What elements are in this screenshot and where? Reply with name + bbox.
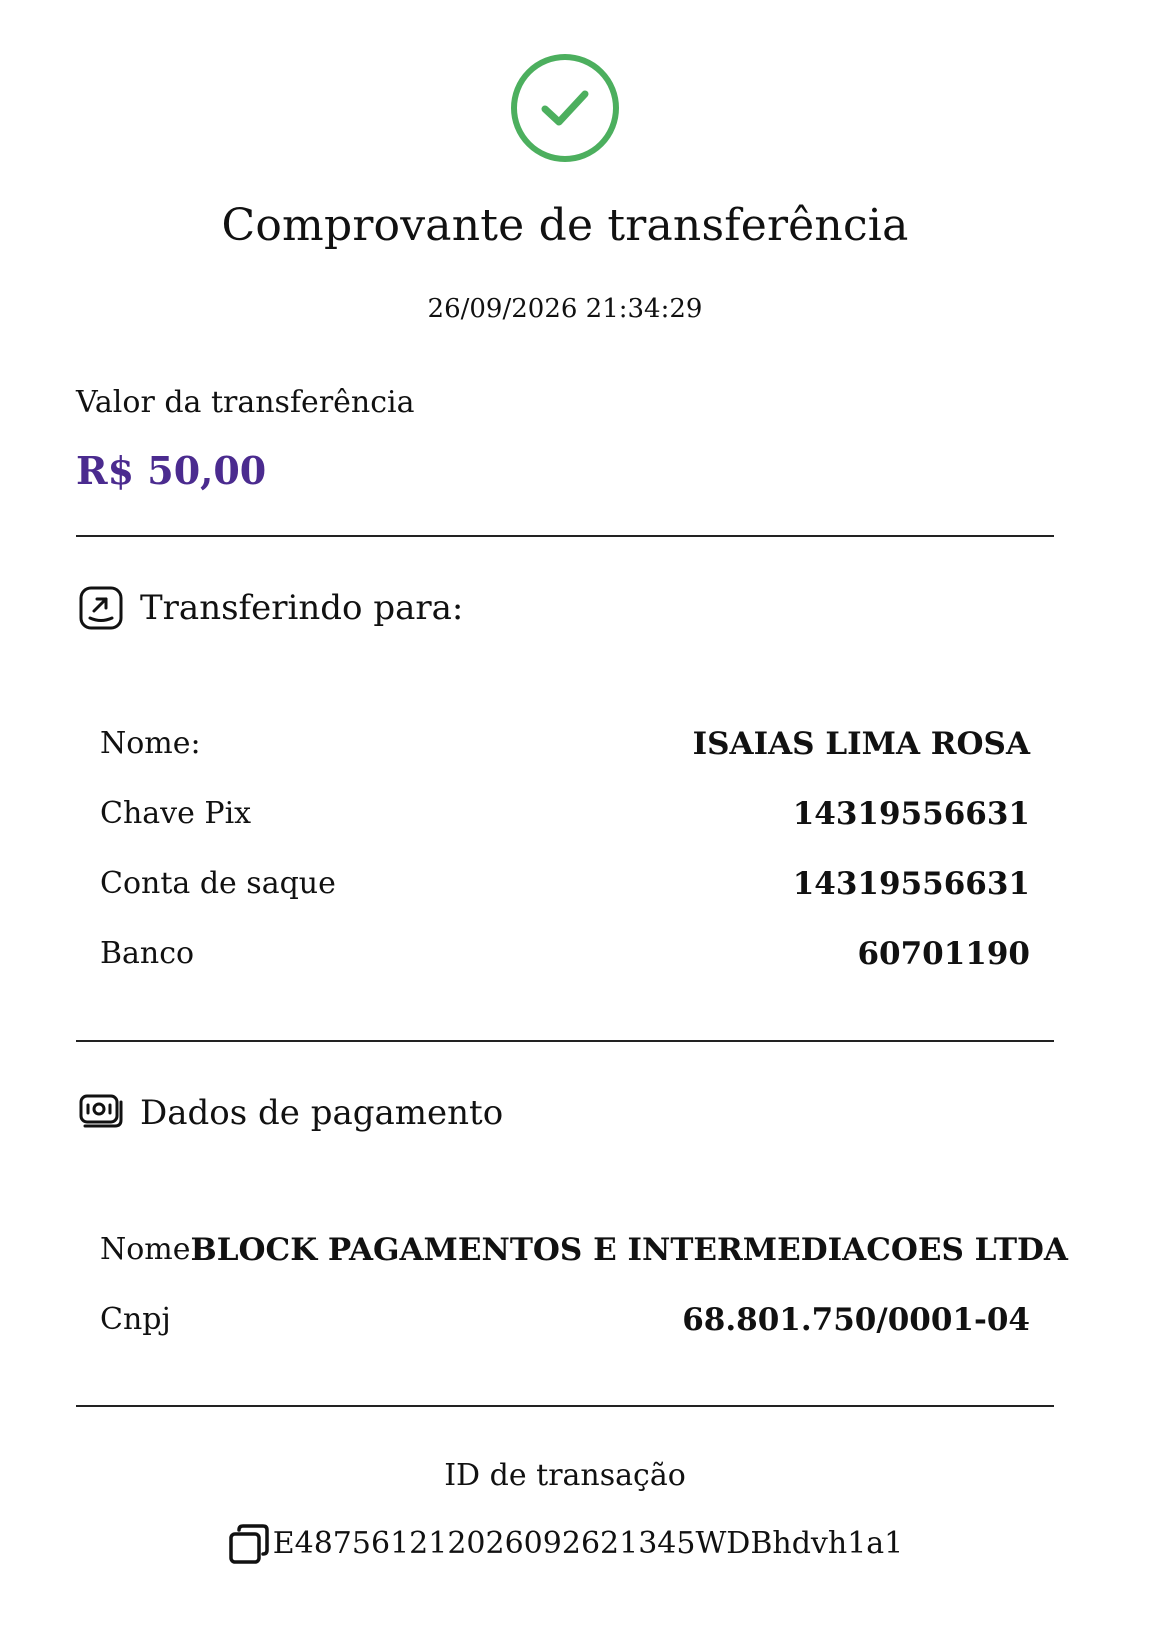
transaction-id [0,1522,1130,1566]
transaction-id-label: ID de transação [444,1458,686,1493]
row-label: Chave Pix [100,796,252,831]
row-label: Banco [100,936,195,971]
page-title: Comprovante de transferência [221,200,909,251]
row-label: Nome: [100,726,201,761]
transfer-out-icon [78,585,124,631]
divider [76,1040,1054,1042]
copy-icon[interactable] [227,1522,271,1566]
row-label: Cnpj [100,1302,171,1337]
amount-value: R$ 50,00 [76,448,267,493]
divider [76,1405,1054,1407]
transaction-id-value: E487561212026092621345WDBhdvh1a1 [272,1526,904,1561]
row-label: Nome [100,1232,191,1267]
recipient-section-label: Transferindo para: [140,588,464,628]
recipient-row-account [100,864,1030,904]
row-value: 68.801.750/0001-04 [682,1302,1030,1338]
payment-section-title [78,1090,503,1136]
payment-section-label: Dados de pagamento [140,1093,504,1133]
payment-row-cnpj [100,1300,1030,1340]
amount-label: Valor da transferência [76,385,415,420]
transfer-datetime: 26/09/2026 21:34:29 [427,294,703,324]
check-circle-icon [509,52,621,164]
row-value: 14319556631 [792,866,1030,902]
recipient-row-name [100,724,1030,764]
row-value: 14319556631 [792,796,1030,832]
row-label: Conta de saque [100,866,336,901]
recipient-row-pix-key [100,794,1030,834]
row-value: ISAIAS LIMA ROSA [692,726,1030,762]
divider [76,535,1054,537]
recipient-section-title [78,585,463,631]
recipient-row-bank [100,934,1030,974]
row-value: 60701190 [857,936,1030,972]
money-stack-icon [78,1090,124,1136]
row-value: BLOCK PAGAMENTOS E INTERMEDIACOES LTDA [190,1232,1068,1268]
payment-row-name [100,1230,1068,1270]
